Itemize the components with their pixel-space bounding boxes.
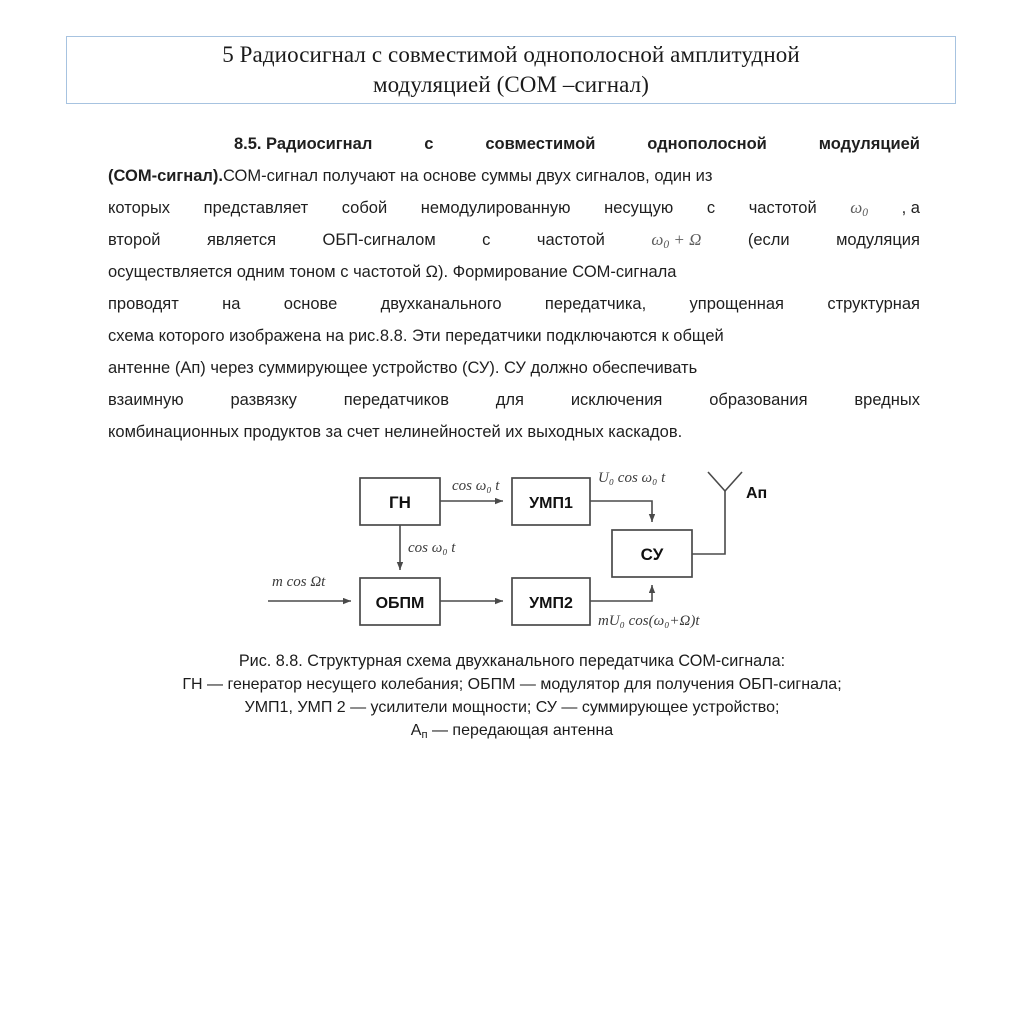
paragraph-word: однополосной (647, 135, 767, 153)
paragraph-text: осуществляется одним тоном с частотой Ω). Формирование СОМ-сигнала (108, 263, 677, 281)
inline-math-omega-zero-plus-omega: $\omega_0 + \Omega$ (651, 230, 702, 252)
edge-su-to-antenna (692, 491, 725, 554)
paragraph-word: для (495, 391, 524, 409)
paragraph-word: представляет (203, 199, 309, 217)
paragraph-word: образования (709, 391, 808, 409)
block-su (612, 530, 692, 577)
block-su-label: СУ (640, 545, 664, 564)
paragraph-line (108, 352, 920, 384)
block-diagram-svg (0, 455, 1024, 650)
paragraph-line (108, 128, 920, 160)
paragraph-word: взаимную (108, 391, 184, 409)
paragraph-word: исключения (570, 391, 663, 409)
section-heading-tail: (СОМ-сигнал). (108, 167, 223, 185)
paragraph-word: которых (108, 199, 171, 217)
paragraph-line (108, 416, 920, 448)
signal-label-gn-to-ump1: cos ω₀ t (452, 478, 500, 494)
paragraph-word: на (222, 295, 241, 313)
paragraph-word: передатчика, (544, 295, 647, 313)
paragraph-word: развязку (230, 391, 297, 409)
block-obpm (360, 578, 440, 625)
paragraph-line (108, 384, 920, 416)
block-ump1 (512, 478, 590, 525)
slide-title-box (66, 36, 956, 104)
caption-antenna-symbol: А (410, 722, 422, 739)
paragraph-word: двухканального (380, 295, 502, 313)
caption-line-1: Рис. 8.8. Структурная схема двухканального передатчика СОМ-сигнала: (238, 652, 786, 670)
paragraph-word: ОБП-сигналом (322, 231, 436, 249)
paragraph-word: второй (108, 231, 161, 249)
caption-antenna-subscript: п (421, 728, 428, 741)
inline-math-omega-zero: $\omega_0$ (850, 198, 869, 220)
block-ump2-label: УМП2 (529, 595, 573, 612)
edge-ump1-to-su (590, 501, 652, 522)
paragraph-word: , а (901, 199, 920, 217)
caption-line-3: УМП1, УМП 2 — усилители мощности; СУ — суммирующее устройство; (244, 699, 780, 716)
paragraph-text: схема которого изображена на рис.8.8. Эти передатчики подключаются к общей (108, 327, 724, 345)
paragraph-word: упрощенная (689, 295, 784, 313)
paragraph-word: передатчиков (343, 391, 449, 409)
paragraph-line (108, 256, 920, 288)
block-gn-label: ГН (389, 493, 411, 512)
block-ump1-label: УМП1 (529, 495, 573, 512)
article-body (108, 128, 920, 448)
paragraph-word: с (482, 231, 491, 249)
edge-ump2-to-su (590, 585, 652, 601)
paragraph-word: собой (341, 199, 388, 217)
block-obpm-label: ОБПМ (375, 595, 425, 612)
paragraph-word: является (207, 231, 277, 249)
antenna-label: Ап (746, 485, 768, 502)
block-diagram-figure (0, 455, 1024, 650)
paragraph-text: антенне (Ап) через суммирующее устройство (СУ). СУ должно обеспечивать (108, 359, 698, 377)
antenna-left-prong (708, 472, 725, 491)
paragraph-word: проводят (108, 295, 179, 313)
caption-antenna-desc: — передающая антенна (427, 722, 614, 739)
paragraph-word: частотой (536, 231, 605, 249)
signal-label-obpm-input: m cos Ωt (272, 574, 326, 590)
paragraph-line (108, 160, 920, 192)
signal-label-ump1-output: U₀ cos ω₀ t (598, 470, 666, 486)
paragraph-word: (если (747, 231, 790, 249)
paragraph-word: основе (283, 295, 338, 313)
signal-label-ump2-output: mU₀ cos(ω₀+Ω)t (598, 613, 700, 629)
caption-line-4 (62, 719, 962, 747)
page-title-line-1: 5 Радиосигнал с совместимой однополосной амплитудной (222, 42, 800, 67)
paragraph-text: комбинационных продуктов за счет нелинейностей их выходных каскадов. (108, 423, 683, 441)
section-number-heading: 8.5. Радиосигнал (233, 135, 373, 153)
paragraph-line (108, 288, 920, 320)
paragraph-text: СОМ-сигнал получают на основе суммы двух сигналов, один из (222, 167, 713, 185)
paragraph-word: с (706, 199, 716, 217)
page-title (202, 40, 820, 100)
paragraph-word: совместимой (485, 135, 596, 153)
paragraph-word: модуляция (836, 231, 920, 249)
page-title-line-2: модуляцией (СОМ –сигнал) (372, 72, 650, 97)
paragraph-word: частотой (748, 199, 817, 217)
antenna-right-prong (725, 472, 742, 491)
block-ump2 (512, 578, 590, 625)
signal-label-gn-to-obpm: cos ω₀ t (408, 540, 456, 556)
paragraph-word: структурная (827, 295, 920, 313)
paragraph-word: вредных (854, 391, 920, 409)
paragraph-line (108, 192, 920, 224)
paragraph-word: модуляцией (818, 135, 920, 153)
paragraph-word: с (424, 135, 434, 153)
paragraph-line (108, 320, 920, 352)
paragraph-word: несущую (604, 199, 674, 217)
paragraph-word: немодулированную (420, 199, 571, 217)
block-gn (360, 478, 440, 525)
caption-line-2: ГН — генератор несущего колебания; ОБПМ — модулятор для получения ОБП-сигнала; (182, 676, 842, 693)
paragraph-line (108, 224, 920, 256)
figure-caption (62, 650, 962, 747)
